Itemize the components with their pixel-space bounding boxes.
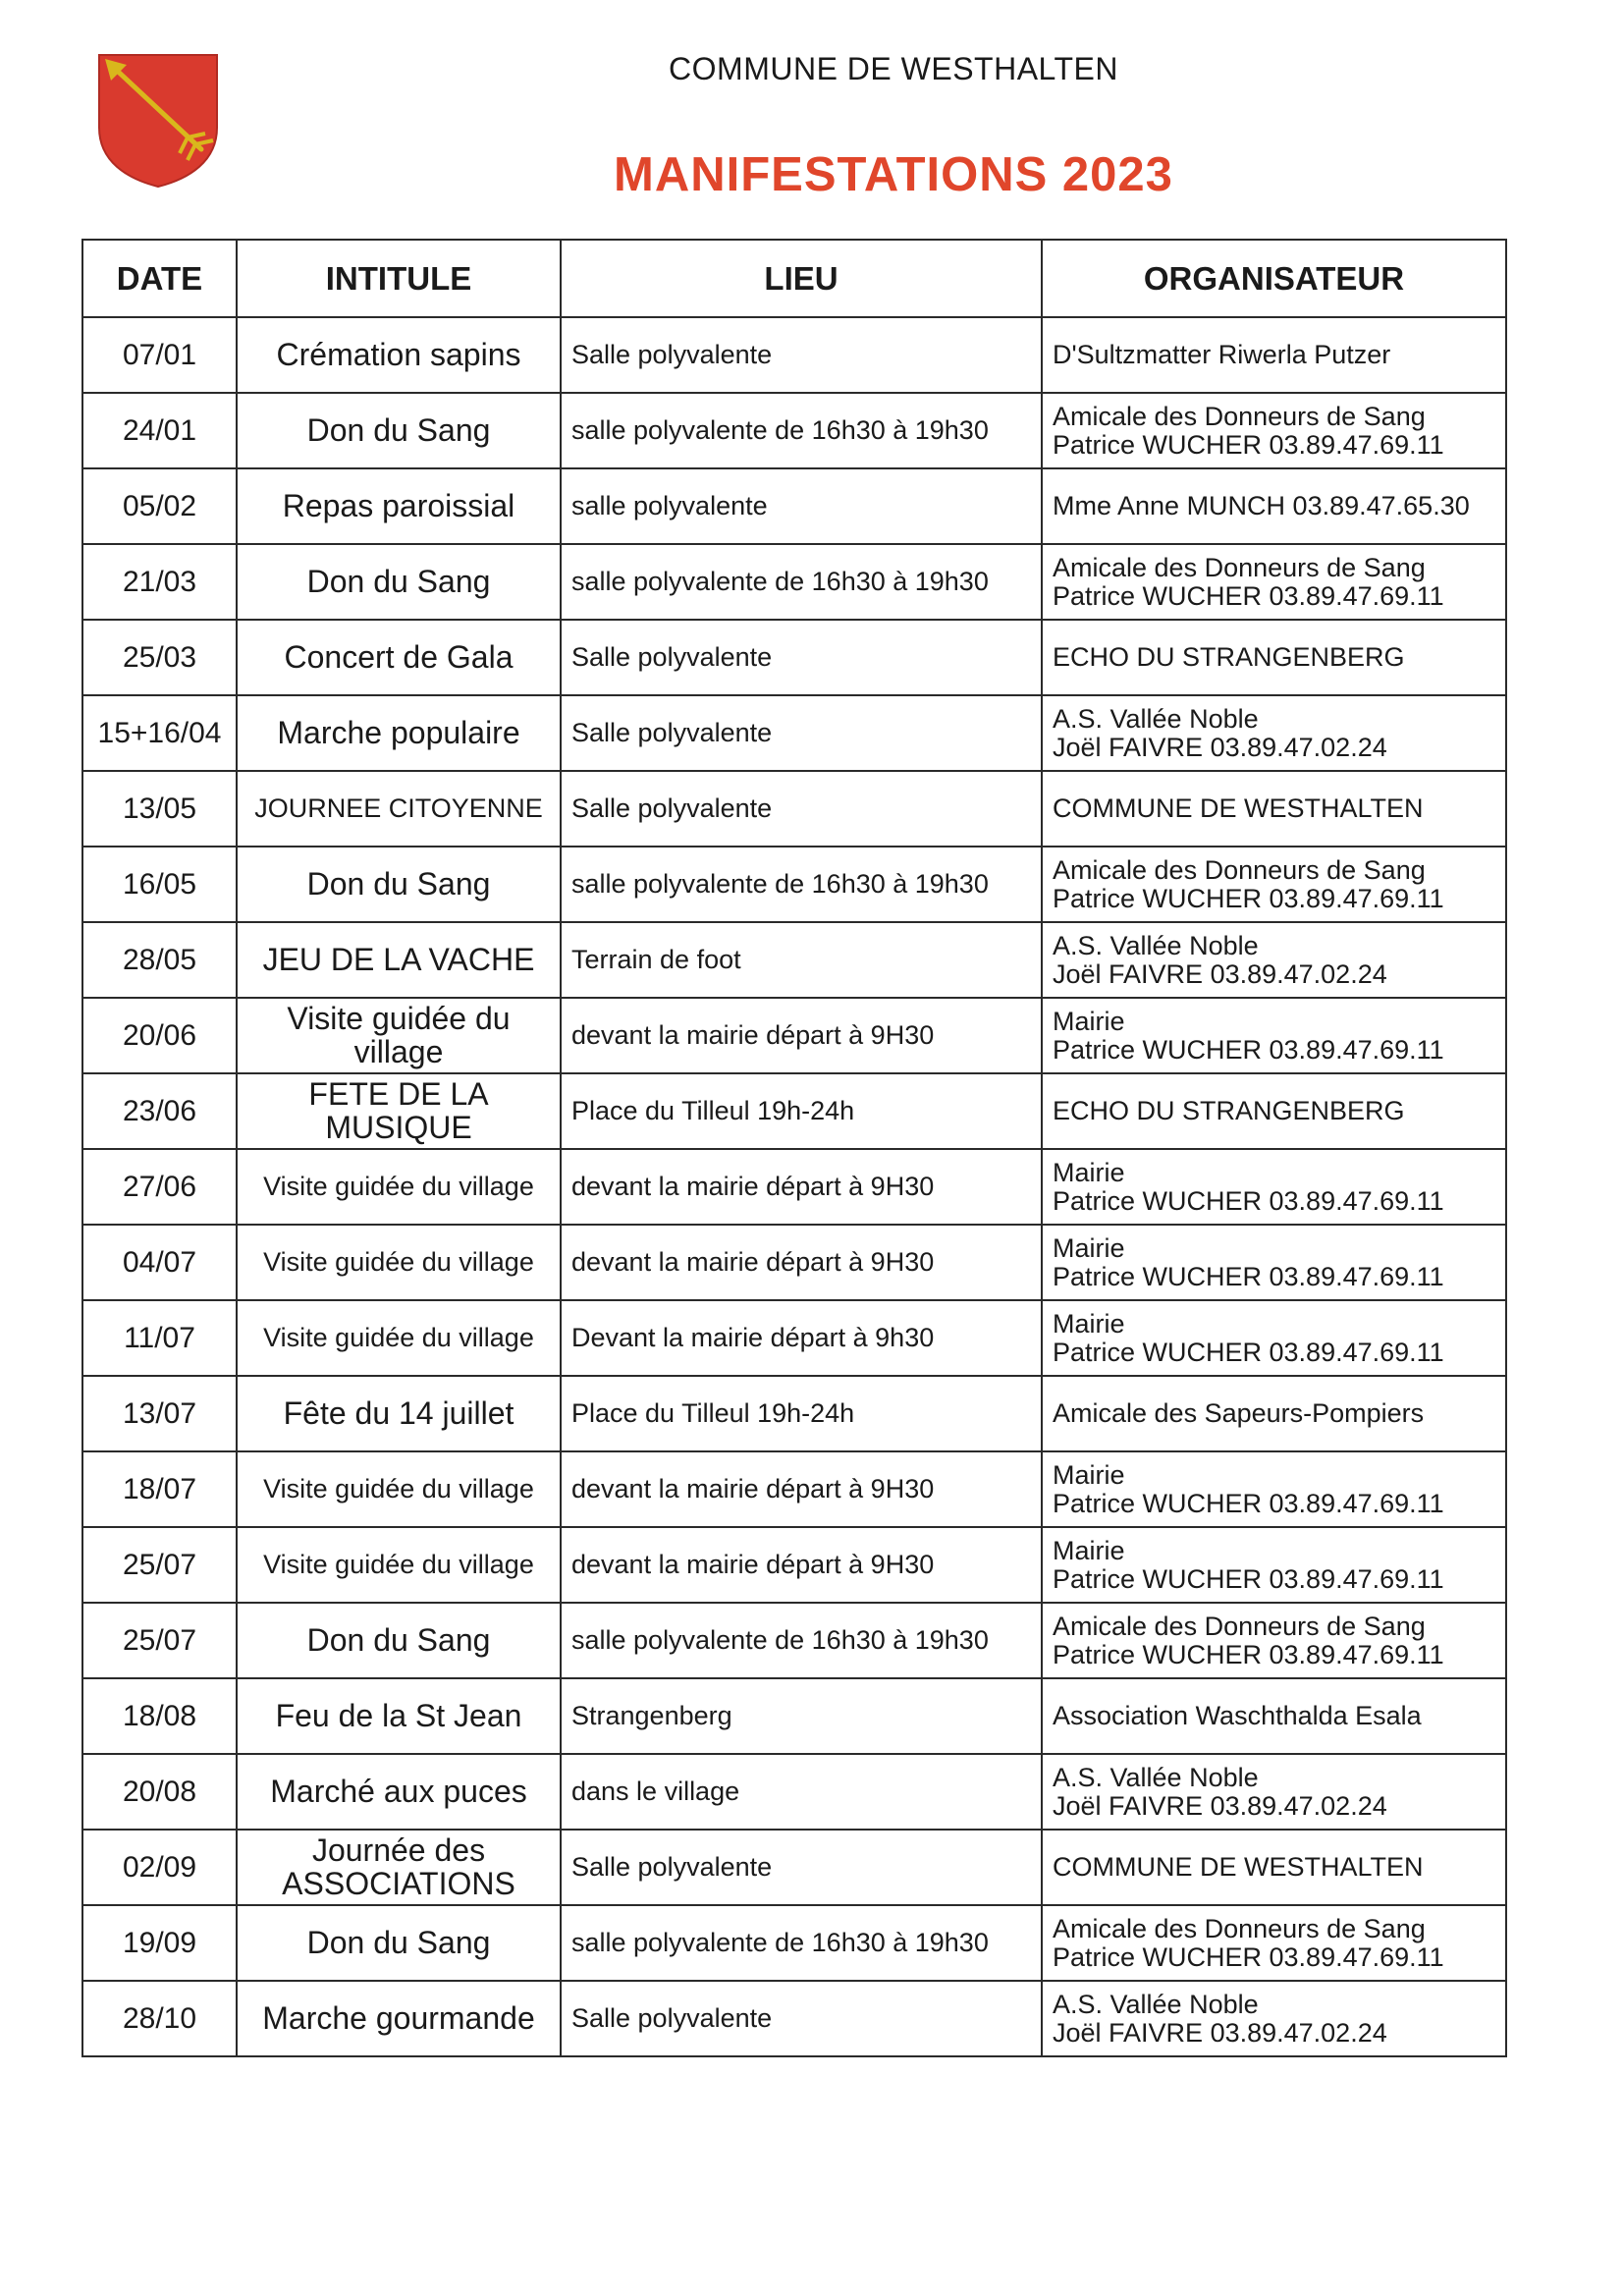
event-date: 20/08: [82, 1754, 237, 1830]
event-title: Visite guidée du village: [237, 1300, 561, 1376]
organizer-line: D'Sultzmatter Riwerla Putzer: [1053, 340, 1391, 370]
organizer-line: Mme Anne MUNCH 03.89.47.65.30: [1053, 491, 1470, 521]
event-place: devant la mairie départ à 9H30: [561, 1527, 1042, 1603]
event-date: 25/07: [82, 1603, 237, 1678]
event-date: 20/06: [82, 998, 237, 1073]
event-title: Visite guidée du village: [237, 1225, 561, 1300]
commune-crest-icon: [95, 51, 221, 189]
event-place: Strangenberg: [561, 1678, 1042, 1754]
organizer-line: Joël FAIVRE 03.89.47.02.24: [1053, 2017, 1387, 2048]
event-organizer: [1042, 1981, 1506, 2056]
organizer-line: ECHO DU STRANGENBERG: [1053, 1096, 1405, 1126]
event-organizer: [1042, 468, 1506, 544]
event-title: Fête du 14 juillet: [237, 1376, 561, 1451]
event-organizer: [1042, 393, 1506, 468]
organizer-line: COMMUNE DE WESTHALTEN: [1053, 1852, 1424, 1883]
event-title: JEU DE LA VACHE: [237, 922, 561, 998]
event-place: salle polyvalente de 16h30 à 19h30: [561, 1603, 1042, 1678]
event-title: Marché aux puces: [237, 1754, 561, 1830]
event-title: Visite guidée du village: [237, 1527, 561, 1603]
event-title: Crémation sapins: [237, 317, 561, 393]
event-date: 15+16/04: [82, 695, 237, 771]
organizer-line: A.S. Vallée Noble: [1053, 1990, 1259, 2020]
organizer-line: Patrice WUCHER 03.89.47.69.11: [1053, 1185, 1444, 1216]
event-date: 21/03: [82, 544, 237, 620]
event-date: 18/08: [82, 1678, 237, 1754]
organizer-line: Amicale des Donneurs de Sang: [1053, 1612, 1426, 1642]
organizer-line: Mairie: [1053, 1309, 1125, 1339]
event-title: Feu de la St Jean: [237, 1678, 561, 1754]
table-row: [82, 393, 1506, 468]
event-place: Salle polyvalente: [561, 695, 1042, 771]
event-place: salle polyvalente: [561, 468, 1042, 544]
event-organizer: [1042, 1149, 1506, 1225]
event-date: 25/07: [82, 1527, 237, 1603]
event-organizer: [1042, 695, 1506, 771]
event-organizer: [1042, 1678, 1506, 1754]
organizer-line: Patrice WUCHER 03.89.47.69.11: [1053, 1261, 1444, 1291]
organizer-line: Mairie: [1053, 1007, 1125, 1037]
organizer-line: Patrice WUCHER 03.89.47.69.11: [1053, 1034, 1444, 1065]
organizer-line: Association Waschthalda Esala: [1053, 1701, 1422, 1731]
organizer-line: COMMUNE DE WESTHALTEN: [1053, 793, 1424, 824]
event-date: 11/07: [82, 1300, 237, 1376]
event-date: 28/10: [82, 1981, 237, 2056]
organizer-line: Amicale des Donneurs de Sang: [1053, 553, 1426, 583]
table-row: [82, 620, 1506, 695]
event-date: 16/05: [82, 847, 237, 922]
event-place: Salle polyvalente: [561, 1981, 1042, 2056]
event-place: Salle polyvalente: [561, 1830, 1042, 1905]
event-organizer: [1042, 1225, 1506, 1300]
event-title: Visite guidée du village: [237, 1149, 561, 1225]
organizer-line: Joël FAIVRE 03.89.47.02.24: [1053, 958, 1387, 989]
table-row: [82, 922, 1506, 998]
event-date: 04/07: [82, 1225, 237, 1300]
event-date: 24/01: [82, 393, 237, 468]
organizer-line: Patrice WUCHER 03.89.47.69.11: [1053, 1941, 1444, 1972]
event-title: JOURNEE CITOYENNE: [237, 771, 561, 847]
table-row: [82, 1527, 1506, 1603]
table-row: [82, 317, 1506, 393]
table-row: [82, 544, 1506, 620]
organizer-line: Joël FAIVRE 03.89.47.02.24: [1053, 1790, 1387, 1821]
event-date: 02/09: [82, 1830, 237, 1905]
organizer-line: Amicale des Donneurs de Sang: [1053, 855, 1426, 886]
event-organizer: [1042, 847, 1506, 922]
event-place: devant la mairie départ à 9H30: [561, 998, 1042, 1073]
table-row: [82, 1451, 1506, 1527]
event-title: Don du Sang: [237, 1905, 561, 1981]
event-organizer: [1042, 1830, 1506, 1905]
organizer-line: Patrice WUCHER 03.89.47.69.11: [1053, 1488, 1444, 1518]
table-row: [82, 998, 1506, 1073]
organizer-line: Amicale des Donneurs de Sang: [1053, 1914, 1426, 1944]
event-date: 13/07: [82, 1376, 237, 1451]
page-title: MANIFESTATIONS 2023: [614, 148, 1173, 201]
organizer-line: A.S. Vallée Noble: [1053, 704, 1259, 735]
organizer-line: Patrice WUCHER 03.89.47.69.11: [1053, 883, 1444, 913]
organizer-line: Patrice WUCHER 03.89.47.69.11: [1053, 429, 1444, 460]
table-row: [82, 695, 1506, 771]
event-place: Place du Tilleul 19h-24h: [561, 1073, 1042, 1149]
table-row: [82, 1754, 1506, 1830]
event-date: 25/03: [82, 620, 237, 695]
event-organizer: [1042, 1451, 1506, 1527]
event-organizer: [1042, 1905, 1506, 1981]
column-header-organizer: ORGANISATEUR: [1042, 240, 1506, 317]
organizer-line: Amicale des Sapeurs-Pompiers: [1053, 1398, 1425, 1429]
table-row: [82, 1225, 1506, 1300]
event-organizer: [1042, 1073, 1506, 1149]
event-date: 23/06: [82, 1073, 237, 1149]
table-row: [82, 468, 1506, 544]
table-row: [82, 1905, 1506, 1981]
event-title: Don du Sang: [237, 1603, 561, 1678]
table-row: [82, 1073, 1506, 1149]
organizer-line: ECHO DU STRANGENBERG: [1053, 642, 1405, 673]
event-organizer: [1042, 771, 1506, 847]
column-header-place: LIEU: [561, 240, 1042, 317]
event-date: 05/02: [82, 468, 237, 544]
table-row: [82, 1376, 1506, 1451]
table-row: [82, 1830, 1506, 1905]
event-place: Place du Tilleul 19h-24h: [561, 1376, 1042, 1451]
event-date: 07/01: [82, 317, 237, 393]
event-title: Visite guidée du village: [237, 1451, 561, 1527]
organizer-line: Patrice WUCHER 03.89.47.69.11: [1053, 580, 1444, 611]
event-title: Don du Sang: [237, 847, 561, 922]
organizer-line: Patrice WUCHER 03.89.47.69.11: [1053, 1563, 1444, 1594]
event-title: Journée des ASSOCIATIONS: [237, 1830, 561, 1905]
table-row: [82, 1603, 1506, 1678]
organizer-line: Mairie: [1053, 1233, 1125, 1264]
column-header-title: INTITULE: [237, 240, 561, 317]
event-organizer: [1042, 317, 1506, 393]
event-organizer: [1042, 620, 1506, 695]
event-place: Salle polyvalente: [561, 317, 1042, 393]
table-row: [82, 1149, 1506, 1225]
event-place: Devant la mairie départ à 9h30: [561, 1300, 1042, 1376]
event-organizer: [1042, 922, 1506, 998]
event-organizer: [1042, 544, 1506, 620]
event-title: Marche gourmande: [237, 1981, 561, 2056]
event-organizer: [1042, 1376, 1506, 1451]
event-place: Terrain de foot: [561, 922, 1042, 998]
event-organizer: [1042, 1603, 1506, 1678]
table-row: [82, 1300, 1506, 1376]
event-place: Salle polyvalente: [561, 620, 1042, 695]
organizer-line: A.S. Vallée Noble: [1053, 931, 1259, 961]
table-row: [82, 847, 1506, 922]
table-row: [82, 1678, 1506, 1754]
organizer-line: A.S. Vallée Noble: [1053, 1763, 1259, 1793]
event-date: 13/05: [82, 771, 237, 847]
event-place: devant la mairie départ à 9H30: [561, 1451, 1042, 1527]
table-row: [82, 1981, 1506, 2056]
organizer-line: Mairie: [1053, 1460, 1125, 1491]
column-header-date: DATE: [82, 240, 237, 317]
event-title: Visite guidée du village: [237, 998, 561, 1073]
event-date: 18/07: [82, 1451, 237, 1527]
event-place: salle polyvalente de 16h30 à 19h30: [561, 544, 1042, 620]
event-title: FETE DE LA MUSIQUE: [237, 1073, 561, 1149]
event-place: Salle polyvalente: [561, 771, 1042, 847]
event-title: Repas paroissial: [237, 468, 561, 544]
event-place: dans le village: [561, 1754, 1042, 1830]
event-date: 19/09: [82, 1905, 237, 1981]
event-title: Marche populaire: [237, 695, 561, 771]
event-place: devant la mairie départ à 9H30: [561, 1149, 1042, 1225]
table-header-row: [82, 240, 1506, 317]
event-date: 28/05: [82, 922, 237, 998]
organizer-line: Mairie: [1053, 1158, 1125, 1188]
event-organizer: [1042, 1527, 1506, 1603]
event-title: Don du Sang: [237, 393, 561, 468]
organizer-line: Joël FAIVRE 03.89.47.02.24: [1053, 732, 1387, 762]
events-table: [81, 239, 1507, 2057]
event-organizer: [1042, 998, 1506, 1073]
organizer-line: Patrice WUCHER 03.89.47.69.11: [1053, 1337, 1444, 1367]
event-title: Don du Sang: [237, 544, 561, 620]
organizer-line: Amicale des Donneurs de Sang: [1053, 402, 1426, 432]
event-place: salle polyvalente de 16h30 à 19h30: [561, 847, 1042, 922]
organizer-line: Patrice WUCHER 03.89.47.69.11: [1053, 1639, 1444, 1669]
event-title: Concert de Gala: [237, 620, 561, 695]
organizer-line: Mairie: [1053, 1536, 1125, 1566]
event-place: salle polyvalente de 16h30 à 19h30: [561, 1905, 1042, 1981]
table-row: [82, 771, 1506, 847]
event-date: 27/06: [82, 1149, 237, 1225]
event-organizer: [1042, 1300, 1506, 1376]
event-organizer: [1042, 1754, 1506, 1830]
event-place: devant la mairie départ à 9H30: [561, 1225, 1042, 1300]
event-place: salle polyvalente de 16h30 à 19h30: [561, 393, 1042, 468]
commune-name: COMMUNE DE WESTHALTEN: [669, 51, 1118, 86]
